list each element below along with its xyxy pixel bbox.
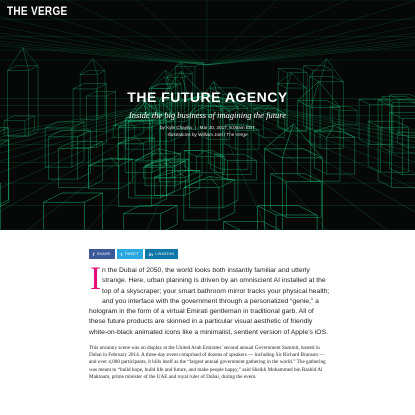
article-subtitle: Inside the big business of imagining the future: [128, 110, 287, 120]
twitter-share-button[interactable]: [117, 249, 143, 259]
linkedin-share-button[interactable]: [145, 249, 179, 259]
byline-prefix: by: [159, 125, 165, 130]
twitter-share-label: TWEET: [124, 252, 139, 256]
linkedin-icon: in: [148, 251, 154, 257]
body-paragraph: This uncanny scene was on display at the United Arab Emirates’ second annual Government Summit, hosted in Dubai in February 2014. A three-day event comprised of dozens of speakers — including Sir Richard Branson — and over 4,000 participants, it bills itself as the “largest annual government gathering in the world.” The gathering was meant to “build hope, build life and future, and make people happy,” said Sheikh Mohammed bin Rashid Al Maktoum, prime minister of the UAE and royal ruler of Dubai, during the event.: [89, 345, 326, 380]
publish-date: Mar 30, 2017, 9:06am EDT: [199, 125, 256, 130]
article-body: [89, 261, 331, 381]
facebook-icon: f: [93, 251, 95, 257]
article-title: THE FUTURE AGENCY: [127, 89, 288, 105]
the-verge-logo[interactable]: THE VERGE: [7, 6, 68, 19]
twitter-icon: t: [120, 251, 123, 257]
drop-cap: I: [90, 261, 101, 297]
facebook-share-button[interactable]: [89, 249, 115, 259]
author-link[interactable]: Kyle Chayka: [166, 125, 192, 130]
illustration-credit: Illustrations by William Joel / The Verge: [167, 132, 248, 137]
share-bar: [89, 249, 178, 259]
byline: [0, 124, 415, 138]
lead-paragraph: [89, 261, 331, 338]
lead-paragraph-text: n the Dubai of 2050, the world looks both instantly familiar and utterly strange. Here, urban planning is driven by an omniscient AI installed at the top of a skyscraper; your smart bathroom mirror tracks your physical health; and you interface with the government through a personalized “genie,” a hologram in the form of a virtual Emirati gentleman in traditional garb. All of these future products are skinned in a particular visual aesthetic of friendly white-on-black animated icons like a minimalist, sentient version of Apple’s iOS.: [89, 267, 330, 336]
facebook-share-label: SHARE: [96, 252, 111, 256]
byline-separator: |: [195, 125, 197, 130]
linkedin-share-label: LINKEDIN: [155, 252, 175, 256]
